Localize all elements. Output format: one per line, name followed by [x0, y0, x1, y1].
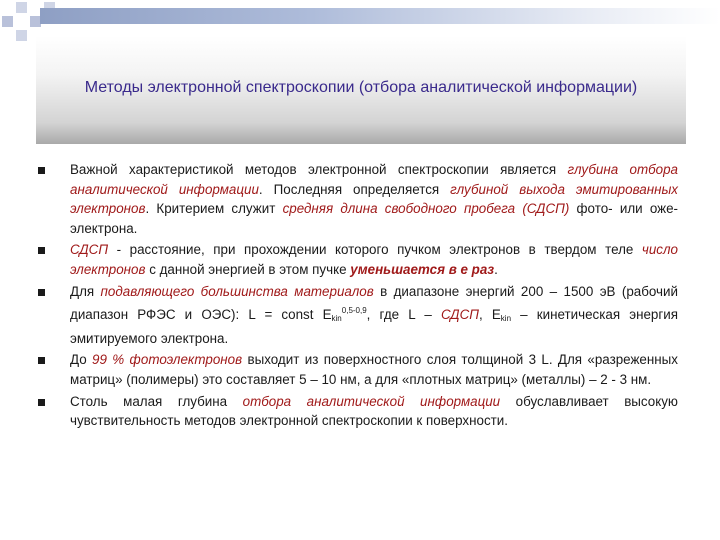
body-text: - расстояние, при прохождении которого пучком электронов в твердом теле [108, 242, 642, 258]
highlight-text: подавляющего большинства материалов [100, 283, 374, 299]
bullet-item [38, 160, 678, 238]
bullet-marker-icon [38, 399, 45, 406]
bullet-marker-icon [38, 289, 45, 296]
body-text: – кинетическая энергия эмитируемого электрона. [70, 307, 678, 346]
bullet-marker-icon [38, 247, 45, 254]
highlight-bold-text: уменьшается в е раз [350, 261, 495, 277]
highlight-text: СДСП [70, 242, 109, 258]
body-text: До [70, 352, 93, 368]
body-text: . Последняя определяется [258, 181, 451, 197]
bullet-list [38, 160, 678, 433]
body-text: . [494, 261, 498, 277]
bullet-item [38, 240, 678, 279]
title-band [36, 36, 686, 144]
highlight-text: глубина отбора аналитической информации [70, 162, 679, 197]
body-text: с данной энергией в этом пучке [145, 261, 351, 277]
body-text: , E [478, 307, 501, 323]
highlight-text: СДСП [440, 307, 479, 323]
body-text: , где L – [366, 307, 441, 323]
exponent-superscript: 0,5-0,9 [341, 306, 367, 316]
body-text: в диапазоне энергий 200 – 1500 эВ (рабочий диапазон РФЭС и ОЭС): L = const E [70, 283, 678, 323]
ekin-subscript: kin [331, 314, 342, 324]
bullet-marker-icon [38, 167, 45, 174]
highlight-text: средняя длина свободного пробега (СДСП) [282, 201, 570, 217]
body-text: Столь малая глубина [70, 393, 243, 409]
bullet-item [38, 350, 678, 389]
bullet-item [38, 392, 678, 431]
body-text: выходит из поверхностного слоя толщиной 3 L. Для «разреженных матриц» (полимеры) это составляет 5 – 10 нм, а для «плотных матриц» (металлы) – 2 - 3 нм. [70, 352, 678, 387]
highlight-text: 99 % фотоэлектронов [92, 352, 243, 368]
top-gradient-bar [40, 8, 720, 24]
ekin-subscript: kin [500, 314, 512, 324]
highlight-text: отбора аналитической информации [242, 393, 501, 409]
body-text: обуславливает высокую чувствительность методов электронной спектроскопии к поверхности. [70, 393, 678, 429]
slide-title: Методы электронной спектроскопии (отбора аналитической информации) [84, 79, 638, 96]
bullet-item [38, 282, 678, 349]
highlight-text: глубиной выхода эмитированных электронов [70, 181, 679, 217]
highlight-text: число электронов [70, 242, 678, 277]
body-text: Важной характеристикой методов электронной спектроскопии является [70, 162, 568, 177]
body-text: . Критерием служит [145, 201, 283, 217]
body-text: фото- или оже-электрона. [70, 201, 679, 236]
bullet-marker-icon [38, 357, 45, 364]
body-text: Для [70, 283, 101, 299]
